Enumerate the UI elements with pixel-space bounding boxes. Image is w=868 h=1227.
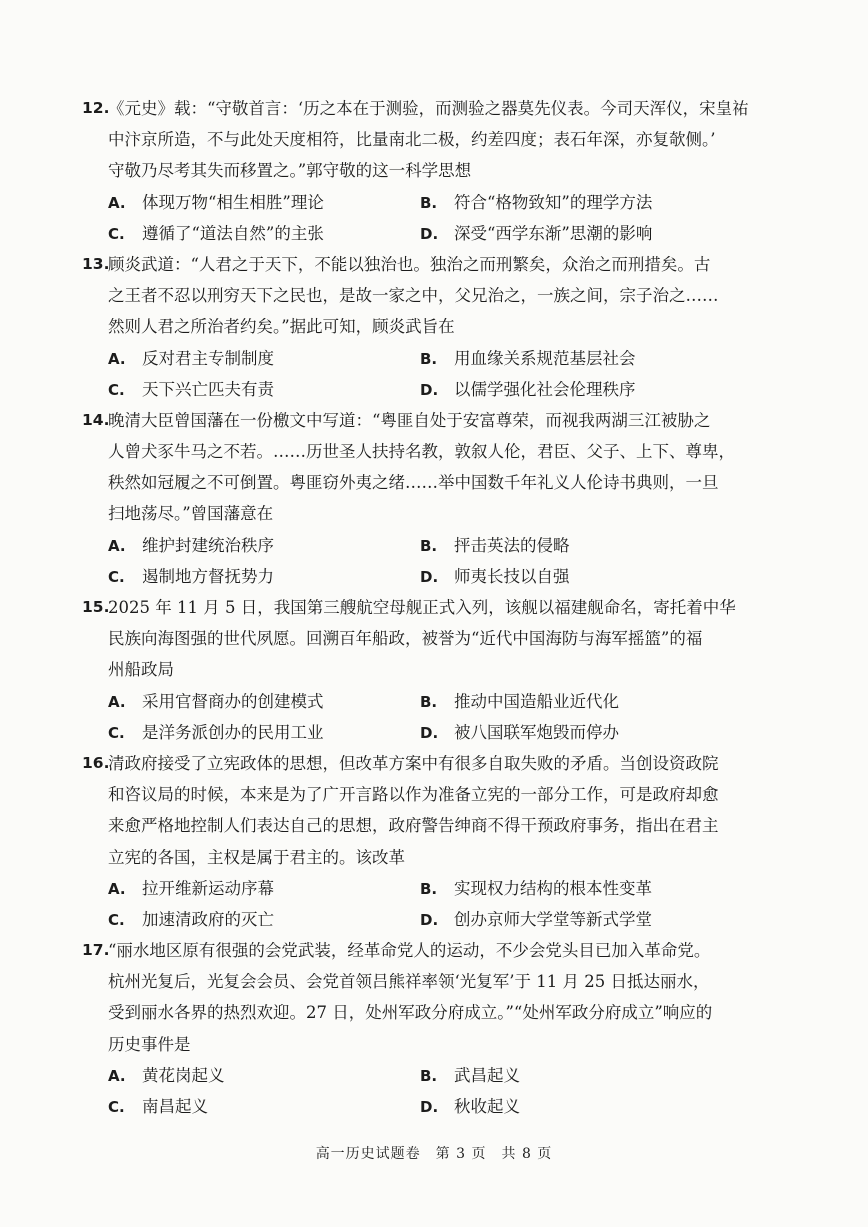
question-stem-text: 扫地荡尽。”曾国藩意在: [108, 504, 274, 524]
question-stem-text: 中汴京所造，不与此处天度相符，比量南北二极，约差四度；表石年深，亦复欹侧。’: [108, 130, 716, 150]
question-stem-text: 2025 年 11 月 5 日，我国第三艘航空母舰正式入列，该舰以福建舰命名，寄托着中华: [108, 598, 736, 617]
option-text: 师夷长技以自强: [454, 566, 570, 586]
question-stem-line: [82, 592, 788, 623]
question-stem-line: [108, 779, 788, 810]
option-text: 创办京师大学堂等新式学堂: [454, 909, 652, 929]
option-grid: [108, 343, 788, 405]
question-15: [82, 592, 788, 748]
question-stem-text: 民族向海图强的世代夙愿。回溯百年船政，被誉为“近代中国海防与海军摇篮”的福: [108, 629, 703, 649]
option-text: 遏制地方督抚势力: [142, 566, 274, 586]
question-stem-text: 受到丽水各界的热烈欢迎。27 日，处州军政分府成立。”“处州军政分府成立”响应的: [108, 1003, 713, 1023]
question-stem-text: 《元史》载：“守敬首言：‘历之本在于测验，而测验之器莫先仪表。今司天浑仪，宋皇祐: [108, 99, 749, 118]
option-text: 实现权力结构的根本性变革: [454, 878, 652, 898]
option-grid: [108, 1060, 788, 1122]
option-b: [420, 686, 788, 717]
question-stem-text: 顾炎武道：“人君之于天下，不能以独治也。独治之而刑繁矣，众治之而刑措矣。古: [108, 254, 711, 274]
option-label: B.: [420, 692, 438, 711]
option-label: A.: [108, 349, 126, 368]
question-stem-line: [108, 966, 788, 997]
option-text: 深受“西学东渐”思潮的影响: [454, 223, 653, 243]
question-stem-line: [108, 155, 788, 186]
question-stem-text: 秩然如冠履之不可倒置。粤匪窃外夷之绪……举中国数千年礼义人伦诗书典则，一旦: [108, 473, 719, 493]
option-text: 维护封建统治秩序: [142, 535, 274, 555]
option-text: 符合“格物致知”的理学方法: [454, 192, 653, 212]
option-label: C.: [108, 224, 125, 243]
option-text: 反对君主专制制度: [142, 348, 274, 368]
option-d: [420, 1091, 788, 1122]
question-number: 14.: [82, 410, 110, 429]
question-stem-text: 州船政局: [108, 660, 174, 680]
option-c: [108, 1091, 420, 1122]
option-b: [420, 343, 788, 374]
question-stem-line: [108, 467, 788, 498]
question-stem-line: [108, 436, 788, 467]
option-grid: [108, 873, 788, 935]
question-stem-line: [82, 935, 788, 966]
option-a: [108, 873, 420, 904]
question-stem-text: 守敬乃尽考其失而移置之。”郭守敬的这一科学思想: [108, 161, 472, 181]
option-label: D.: [420, 1098, 439, 1116]
option-text: 被八国联军炮毁而停办: [454, 722, 619, 742]
question-stem-line: [82, 249, 788, 280]
question-stem-text: 人曾犬豕牛马之不若。……历世圣人扶持名教，敦叙人伦，君臣、父子、上下、尊卑，: [108, 442, 735, 462]
option-a: [108, 343, 420, 374]
option-text: 抨击英法的侵略: [454, 535, 570, 555]
option-label: B.: [420, 536, 438, 555]
option-text: 以儒学强化社会伦理秩序: [454, 379, 636, 399]
question-number: 17.: [82, 941, 110, 960]
question-list: [82, 93, 788, 1122]
option-text: 黄花岗起义: [142, 1065, 225, 1085]
question-stem-line: [108, 280, 788, 311]
option-text: 拉开维新运动序幕: [142, 878, 274, 898]
option-label: D.: [420, 567, 439, 586]
question-17: [82, 935, 788, 1122]
option-text: 推动中国造船业近代化: [454, 691, 619, 711]
option-label: C.: [108, 1098, 125, 1116]
question-stem-line: [82, 405, 788, 436]
option-b: [420, 873, 788, 904]
option-d: [420, 218, 788, 249]
option-c: [108, 904, 420, 935]
question-stem-text: 和咨议局的时候，本来是为了广开言路以作为准备立宪的一部分工作，可是政府却愈: [108, 785, 719, 805]
option-d: [420, 904, 788, 935]
question-stem-text: “丽水地区原有很强的会党武装，经革命党人的运动，不少会党头目已加入革命党。: [108, 941, 711, 961]
option-label: D.: [420, 910, 439, 929]
question-12: [82, 93, 788, 249]
option-grid: [108, 686, 788, 748]
option-b: [420, 530, 788, 561]
question-stem-line: [108, 623, 788, 654]
option-text: 体现万物“相生相胜”理论: [142, 192, 324, 212]
question-14: [82, 405, 788, 592]
option-label: A.: [108, 1066, 126, 1085]
option-label: D.: [420, 380, 439, 399]
option-text: 武昌起义: [454, 1065, 520, 1085]
question-16: [82, 748, 788, 935]
option-a: [108, 686, 420, 717]
option-a: [108, 530, 420, 561]
option-text: 遵循了“道法自然”的主张: [142, 223, 324, 243]
question-stem-line: [108, 997, 788, 1028]
option-text: 采用官督商办的创建模式: [142, 691, 324, 711]
question-stem-line: [108, 1029, 788, 1060]
option-c: [108, 374, 420, 405]
option-grid: [108, 530, 788, 592]
question-stem-line: [108, 124, 788, 155]
option-d: [420, 561, 788, 592]
option-label: B.: [420, 193, 438, 212]
option-c: [108, 561, 420, 592]
question-stem-line: [108, 654, 788, 685]
question-number: 16.: [82, 753, 110, 772]
question-stem-text: 来愈严格地控制人们表达自己的思想，政府警告绅商不得干预政府事务，指出在君主: [108, 816, 719, 836]
option-text: 秋收起义: [454, 1097, 520, 1116]
question-stem-text: 立宪的各国，主权是属于君主的。该改革: [108, 847, 405, 867]
option-grid: [108, 187, 788, 249]
option-label: A.: [108, 692, 126, 711]
question-stem-line: [108, 311, 788, 342]
option-label: D.: [420, 723, 439, 742]
option-a: [108, 187, 420, 218]
option-text: 天下兴亡匹夫有责: [142, 379, 274, 399]
question-stem-text: 清政府接受了立宪政体的思想，但改革方案中有很多自取失败的矛盾。当创设资政院: [108, 753, 719, 773]
question-13: [82, 249, 788, 405]
question-stem-line: [82, 748, 788, 779]
question-number: 13.: [82, 254, 110, 273]
option-d: [420, 374, 788, 405]
option-label: B.: [420, 1066, 438, 1085]
option-b: [420, 1060, 788, 1091]
option-label: A.: [108, 193, 126, 212]
option-text: 加速清政府的灭亡: [142, 909, 274, 929]
option-c: [108, 218, 420, 249]
option-label: C.: [108, 910, 125, 929]
page-footer: 高一历史试题卷 第 3 页 共 8 页: [315, 1146, 553, 1162]
option-label: A.: [108, 879, 126, 898]
question-stem-line: [108, 810, 788, 841]
question-stem-text: 晚清大臣曾国藩在一份檄文中写道：“粤匪自处于安富尊荣，而视我两湖三江被胁之: [108, 410, 711, 430]
option-label: C.: [108, 567, 125, 586]
question-number: 15.: [82, 598, 110, 616]
question-stem-line: [108, 498, 788, 529]
question-stem-line: [82, 93, 788, 124]
option-text: 是洋务派创办的民用工业: [142, 722, 324, 742]
option-label: A.: [108, 536, 126, 555]
question-stem-text: 之王者不忍以刑穷天下之民也，是故一家之中，父兄治之，一族之间，宗子治之……: [108, 286, 719, 306]
question-number: 12.: [82, 99, 110, 117]
option-text: 南昌起义: [142, 1097, 208, 1116]
option-label: D.: [420, 224, 439, 243]
option-text: 用血缘关系规范基层社会: [454, 348, 636, 368]
option-b: [420, 187, 788, 218]
option-c: [108, 717, 420, 748]
option-a: [108, 1060, 420, 1091]
question-stem-text: 然则人君之所治者约矣。”据此可知，顾炎武旨在: [108, 317, 455, 337]
option-label: B.: [420, 349, 438, 368]
option-d: [420, 717, 788, 748]
question-stem-line: [108, 842, 788, 873]
question-stem-text: 杭州光复后，光复会会员、会党首领吕熊祥率领‘光复军’于 11 月 25 日抵达丽水，: [108, 972, 710, 992]
option-label: B.: [420, 879, 438, 898]
option-label: C.: [108, 723, 125, 742]
question-stem-text: 历史事件是: [108, 1034, 191, 1054]
option-label: C.: [108, 380, 125, 399]
